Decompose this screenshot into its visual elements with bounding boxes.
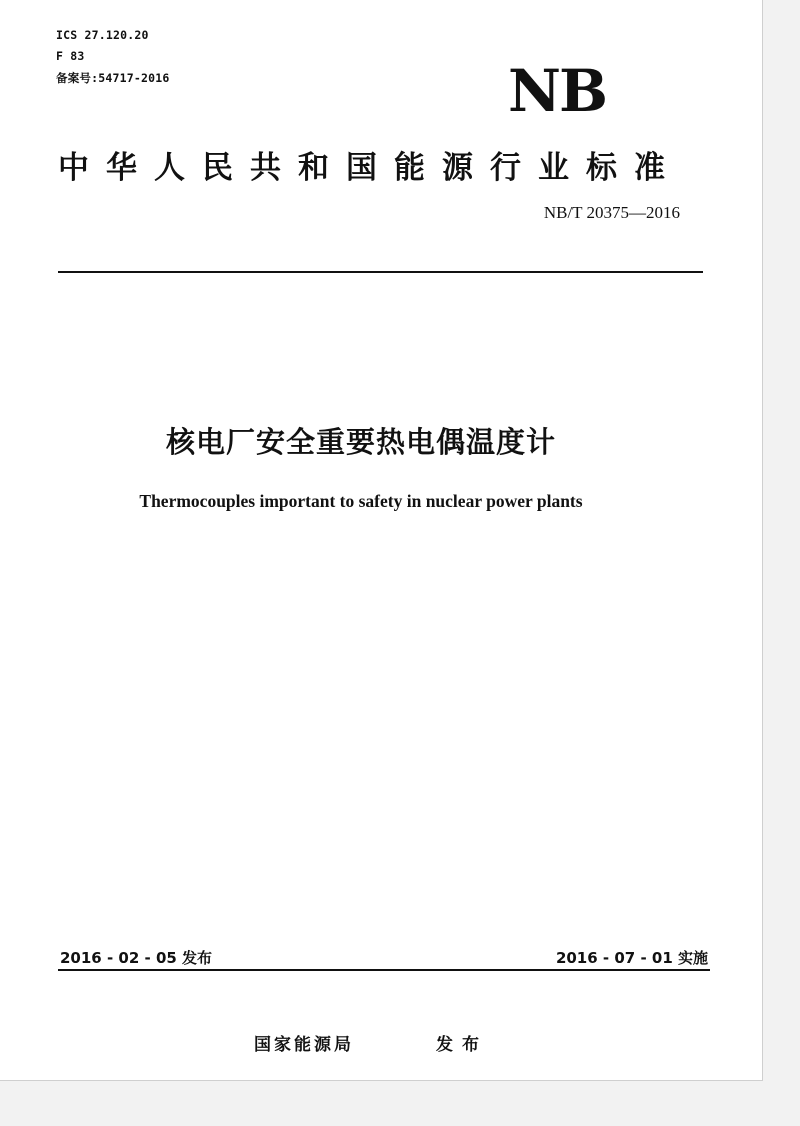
top-divider <box>58 271 703 273</box>
document-title-chinese: 核电厂安全重要热电偶温度计 <box>165 425 556 459</box>
document-title-english: Thermocouples important to safety in nuclear power plants <box>139 491 583 511</box>
standard-type-heading: 中华人民共和国能源行业标准 <box>58 150 682 186</box>
filing-number: 备案号:54717-2016 <box>56 71 170 85</box>
nb-logo: NB <box>508 57 607 125</box>
bottom-divider <box>58 969 710 971</box>
issue-action: 发布 <box>436 1035 488 1055</box>
ccs-code: F 83 <box>56 49 85 63</box>
issuing-authority: 国家能源局 <box>254 1035 354 1055</box>
ics-code: ICS 27.120.20 <box>56 28 149 42</box>
implementation-date: 2016 - 07 - 01 实施 <box>555 949 708 967</box>
standard-number: NB/T 20375—2016 <box>543 203 680 222</box>
issue-date: 2016 - 02 - 05 发布 <box>60 949 213 967</box>
